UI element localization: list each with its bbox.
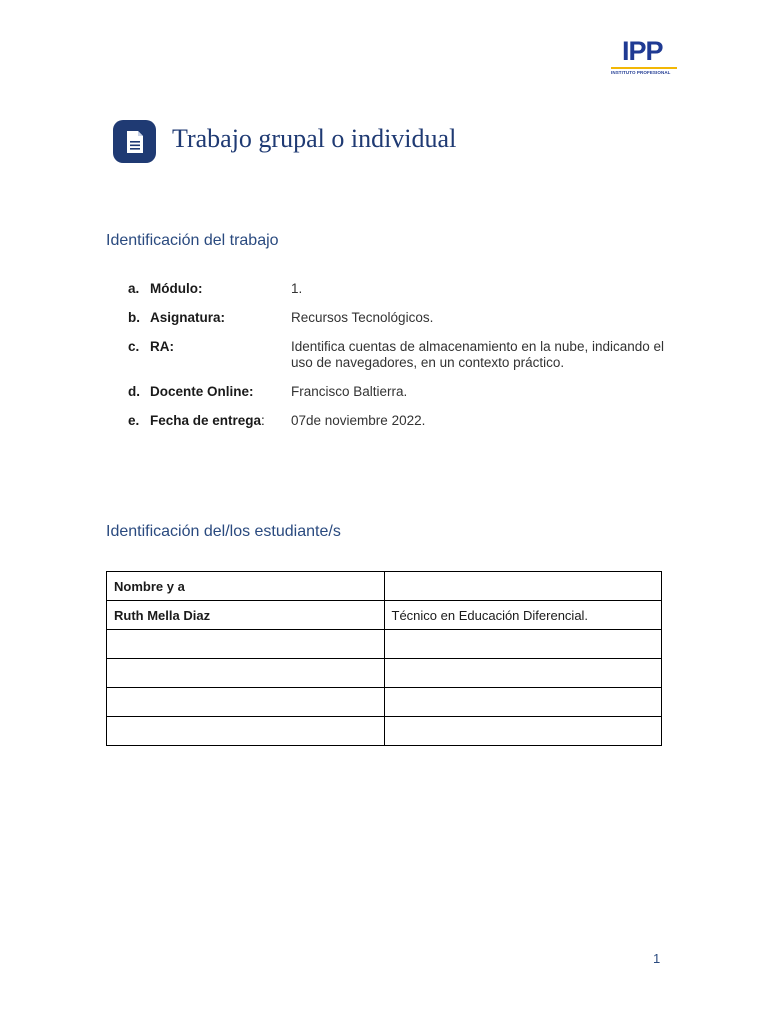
info-row bbox=[128, 310, 688, 326]
work-info-list bbox=[128, 281, 688, 442]
info-label bbox=[150, 310, 291, 326]
logo-text: IPP bbox=[622, 36, 663, 66]
table-row bbox=[107, 572, 662, 601]
info-label-text: RA: bbox=[150, 339, 174, 354]
info-letter: b. bbox=[128, 310, 140, 325]
info-label-text: Fecha de entrega bbox=[150, 413, 262, 428]
info-value: Identifica cuentas de almacenamiento en la nube, indicando el uso de navegadores, en un contexto práctico. bbox=[291, 339, 665, 370]
table-cell bbox=[384, 717, 662, 746]
table-cell: Técnico en Educación Diferencial. bbox=[384, 601, 662, 630]
info-letter: e. bbox=[128, 413, 140, 428]
info-letter: a. bbox=[128, 281, 140, 296]
table-row bbox=[107, 659, 662, 688]
work-identification-heading: Identificación del trabajo bbox=[106, 232, 279, 249]
info-label-text: Docente Online: bbox=[150, 384, 254, 399]
info-row bbox=[128, 413, 688, 429]
info-row bbox=[128, 339, 688, 371]
info-label bbox=[150, 413, 291, 429]
page-title: Trabajo grupal o individual bbox=[172, 124, 457, 153]
info-letter: c. bbox=[128, 339, 140, 354]
info-letter: d. bbox=[128, 384, 140, 399]
table-row bbox=[107, 601, 662, 630]
document-icon bbox=[113, 120, 156, 163]
logo-subtext: INSTITUTO PROFESIONAL bbox=[611, 70, 671, 75]
table-cell bbox=[384, 630, 662, 659]
info-label bbox=[150, 339, 291, 371]
table-cell bbox=[384, 572, 662, 601]
ipp-logo bbox=[611, 38, 681, 75]
table-row bbox=[107, 630, 662, 659]
info-value: 1. bbox=[291, 281, 303, 296]
students-table bbox=[106, 571, 662, 746]
table-cell bbox=[384, 688, 662, 717]
table-cell bbox=[107, 717, 385, 746]
table-row bbox=[107, 688, 662, 717]
info-label bbox=[150, 281, 291, 297]
table-cell bbox=[107, 659, 385, 688]
info-value: Recursos Tecnológicos. bbox=[291, 310, 434, 325]
table-cell: Nombre y a bbox=[107, 572, 385, 601]
info-value: 07de noviembre 2022. bbox=[291, 413, 426, 428]
info-label-colon: : bbox=[261, 413, 265, 428]
page-number: 1 bbox=[653, 951, 661, 966]
table-cell bbox=[384, 659, 662, 688]
table-cell: Ruth Mella Diaz bbox=[107, 601, 385, 630]
table-cell bbox=[107, 630, 385, 659]
info-row bbox=[128, 281, 688, 297]
table-row bbox=[107, 717, 662, 746]
info-label bbox=[150, 384, 291, 400]
info-row bbox=[128, 384, 688, 400]
logo-underline bbox=[611, 67, 677, 69]
students-identification-heading: Identificación del/los estudiante/s bbox=[106, 523, 341, 540]
info-label-text: Asignatura: bbox=[150, 310, 226, 325]
table-cell bbox=[107, 688, 385, 717]
info-label-text: Módulo: bbox=[150, 281, 203, 296]
info-value: Francisco Baltierra. bbox=[291, 384, 408, 399]
